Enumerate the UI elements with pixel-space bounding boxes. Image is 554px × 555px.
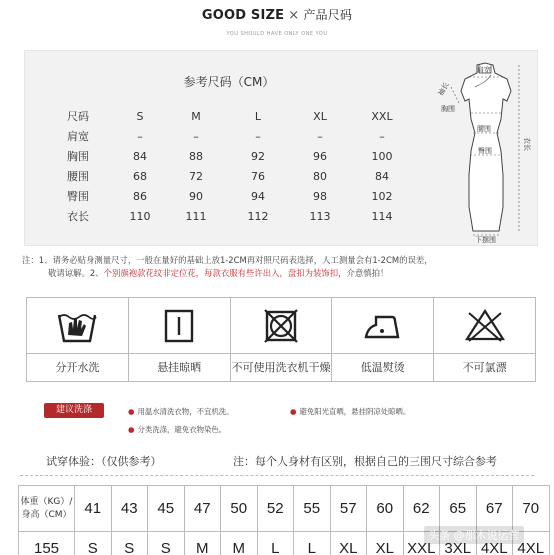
note-line-2-end: ，介意慎拍！ bbox=[338, 268, 389, 278]
diagram-label-sleeve: 袖长 bbox=[437, 81, 451, 98]
care-cell-hang-dry bbox=[128, 298, 230, 381]
wash-tip-3: ● 分类洗涤，避免衣物染色。 bbox=[128, 425, 227, 434]
size-header-cell: L bbox=[254, 109, 262, 123]
wash-tip-1: ● 用温水清洗衣物，不宜机洗。 bbox=[128, 407, 234, 416]
care-instructions-grid bbox=[26, 297, 536, 382]
weight-cell: 57 bbox=[330, 486, 367, 532]
diagram-label-length: 衣长 bbox=[523, 137, 531, 151]
size-cell: S bbox=[75, 532, 112, 555]
size-header-row bbox=[67, 106, 413, 126]
size-cell: – bbox=[137, 129, 143, 143]
size-cell: 111 bbox=[185, 209, 207, 223]
size-cell: M bbox=[184, 532, 221, 555]
care-label: 不可使用洗衣机干燥 bbox=[231, 361, 331, 374]
weight-cell: 55 bbox=[294, 486, 331, 532]
no-bleach-icon bbox=[434, 298, 535, 354]
size-cell: 76 bbox=[251, 169, 265, 183]
qipao-diagram bbox=[437, 55, 535, 243]
header-subtitle: YOU SHOULD HAVE ONLY ONE YOU bbox=[226, 31, 328, 37]
size-cell: S bbox=[148, 532, 185, 555]
weight-cell: 65 bbox=[440, 486, 477, 532]
care-cell-low-iron bbox=[331, 298, 433, 381]
size-cell: 112 bbox=[247, 209, 269, 223]
care-cell-hand-wash bbox=[27, 298, 128, 381]
size-cell: 113 bbox=[309, 209, 331, 223]
size-cell: – bbox=[255, 129, 261, 143]
size-cell: 94 bbox=[251, 189, 265, 203]
note-line-2 bbox=[22, 267, 542, 280]
size-row-length bbox=[67, 206, 413, 226]
size-cell: 84 bbox=[133, 149, 147, 163]
size-chart-title: 参考尺码（CM） bbox=[183, 75, 275, 89]
height-cell: 155 bbox=[19, 532, 75, 555]
size-cell: – bbox=[379, 129, 385, 143]
diagram-label-hip: 臀围 bbox=[478, 147, 492, 155]
size-cell: 98 bbox=[313, 189, 327, 203]
fitting-note: 注：每个人身材有区别，根据自己的三围尺寸综合参考 bbox=[233, 455, 497, 468]
weight-cell: 62 bbox=[403, 486, 440, 532]
header-separator: × bbox=[288, 8, 300, 23]
size-row-waist bbox=[67, 166, 413, 186]
size-header-cell: XL bbox=[313, 109, 327, 123]
size-cell: 68 bbox=[133, 169, 147, 183]
size-cell: 84 bbox=[375, 169, 389, 183]
size-cell: S bbox=[111, 532, 148, 555]
size-header-cell: XXL bbox=[371, 109, 393, 123]
size-cell: 114 bbox=[371, 209, 393, 223]
header-title bbox=[0, 6, 554, 23]
weight-cell: 41 bbox=[75, 486, 112, 532]
size-cell: 100 bbox=[371, 149, 393, 163]
note-line-2-warning: 个别旗袍款花纹非定位花，每款衣服有些许出入，盘扣为装饰扣 bbox=[103, 268, 339, 278]
fitting-title: 试穿体验：（仅供参考） bbox=[46, 455, 162, 468]
size-cell: 86 bbox=[133, 189, 147, 203]
note-line-1: 注：1、请务必贴身测量尺寸，一般在量好的基础上放1-2CM再对照尺码表选择，人工测量会有1-2CM的误差， bbox=[22, 255, 433, 265]
size-cell: – bbox=[317, 129, 323, 143]
size-cell: 4XL bbox=[476, 532, 513, 555]
size-cell: 衣长 bbox=[67, 210, 89, 223]
size-chart-table bbox=[67, 106, 413, 226]
size-cell: 110 bbox=[129, 209, 151, 223]
size-cell: XL bbox=[330, 532, 367, 555]
hand-wash-icon bbox=[27, 298, 128, 354]
size-row-shoulder bbox=[67, 126, 413, 146]
weight-cell: 67 bbox=[476, 486, 513, 532]
size-row-hip bbox=[67, 186, 413, 206]
weight-cell: 70 bbox=[513, 486, 550, 532]
size-cell: 臀围 bbox=[67, 190, 89, 203]
size-cell: XL bbox=[367, 532, 404, 555]
size-row-bust bbox=[67, 146, 413, 166]
size-header-cell: S bbox=[136, 109, 144, 123]
size-cell: XXL bbox=[403, 532, 440, 555]
size-cell: 90 bbox=[189, 189, 203, 203]
size-cell: L bbox=[294, 532, 331, 555]
weight-cell: 45 bbox=[148, 486, 185, 532]
hang-dry-icon bbox=[129, 298, 230, 354]
low-iron-icon bbox=[332, 298, 433, 354]
weight-cell: 60 bbox=[367, 486, 404, 532]
no-tumble-dry-icon bbox=[231, 298, 332, 354]
size-cell: 72 bbox=[189, 169, 203, 183]
size-cell: 80 bbox=[313, 169, 327, 183]
wash-tip-2: ● 避免阳光直晒，悬挂阴凉处晾晒。 bbox=[290, 407, 411, 416]
note-line-2-start: 敬请谅解。2、 bbox=[48, 268, 104, 278]
header-title-cn: 产品尺码 bbox=[303, 8, 353, 22]
size-cell: 4XL bbox=[513, 532, 550, 555]
care-label: 不可氯漂 bbox=[462, 361, 507, 374]
care-label: 分开水洗 bbox=[55, 361, 100, 374]
size-cell: – bbox=[193, 129, 199, 143]
care-cell-no-tumble-dry bbox=[230, 298, 332, 381]
fitting-weight-row bbox=[19, 486, 550, 532]
weight-cell: 52 bbox=[257, 486, 294, 532]
size-cell: 88 bbox=[189, 149, 203, 163]
size-cell: 肩宽 bbox=[67, 130, 89, 143]
size-chart-panel bbox=[24, 50, 538, 246]
size-cell: M bbox=[221, 532, 258, 555]
size-cell: 102 bbox=[371, 189, 393, 203]
size-cell: 96 bbox=[313, 149, 327, 163]
diagram-label-shoulder: 肩宽 bbox=[477, 66, 491, 74]
care-cell-no-bleach bbox=[433, 298, 535, 381]
size-header-cell: M bbox=[191, 109, 201, 123]
fitting-table bbox=[18, 485, 550, 555]
care-label: 悬挂晾晒 bbox=[157, 361, 202, 374]
header-title-en: GOOD SIZE bbox=[201, 8, 285, 23]
size-cell: L bbox=[257, 532, 294, 555]
weight-cell: 47 bbox=[184, 486, 221, 532]
wash-tips-badge: 建议洗涤 bbox=[44, 403, 104, 418]
size-cell: 92 bbox=[251, 149, 265, 163]
size-cell: 腰围 bbox=[67, 170, 89, 183]
weight-cell: 50 bbox=[221, 486, 258, 532]
diagram-label-hem: 下摆围 bbox=[475, 236, 496, 243]
care-label: 低温熨烫 bbox=[360, 361, 405, 374]
size-cell: 胸围 bbox=[67, 150, 89, 163]
fitting-header-cell: 体重（KG）/ 身高（CM） bbox=[19, 486, 75, 532]
divider bbox=[20, 475, 534, 476]
diagram-label-bust: 胸围 bbox=[441, 105, 455, 113]
size-cell: 3XL bbox=[440, 532, 477, 555]
watermark: 头条 @那木说运营 bbox=[424, 526, 524, 544]
size-header-cell: 尺码 bbox=[67, 110, 89, 123]
weight-cell: 43 bbox=[111, 486, 148, 532]
diagram-label-waist: 腰围 bbox=[477, 125, 491, 133]
